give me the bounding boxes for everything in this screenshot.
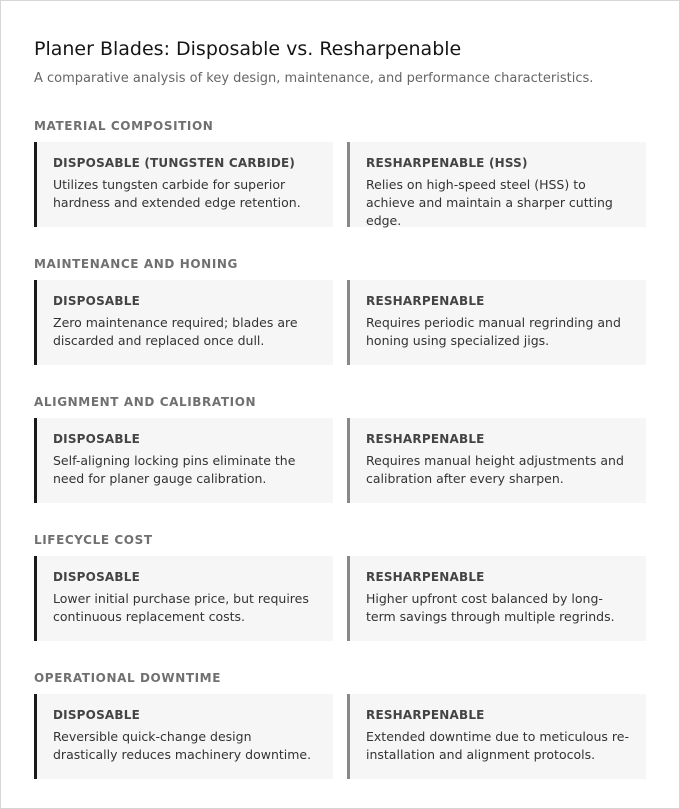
card-label: RESHARPENABLE bbox=[366, 708, 485, 722]
section-title: ALIGNMENT AND CALIBRATION bbox=[34, 395, 257, 409]
card-label: RESHARPENABLE bbox=[366, 432, 485, 446]
resharpenable-card bbox=[347, 556, 646, 641]
comparison-row bbox=[34, 418, 646, 503]
card-label: DISPOSABLE bbox=[53, 570, 140, 584]
card-label: RESHARPENABLE bbox=[366, 294, 485, 308]
comparison-row bbox=[34, 142, 646, 227]
disposable-card bbox=[34, 142, 333, 227]
card-text: Utilizes tungsten carbide for superior hardness and extended edge retention. bbox=[53, 177, 301, 210]
disposable-card bbox=[34, 418, 333, 503]
card-text: Reversible quick-change design drastically reduces machinery downtime. bbox=[53, 729, 312, 762]
card-label: DISPOSABLE bbox=[53, 294, 140, 308]
disposable-card bbox=[34, 694, 333, 779]
resharpenable-card bbox=[347, 142, 646, 227]
page-title: Planer Blades: Disposable vs. Resharpenable bbox=[34, 38, 462, 60]
card-text: Zero maintenance required; blades are discarded and replaced once dull. bbox=[53, 315, 298, 348]
card-label: RESHARPENABLE bbox=[366, 570, 485, 584]
disposable-card bbox=[34, 280, 333, 365]
comparison-row bbox=[34, 694, 646, 779]
card-text: Lower initial purchase price, but requires continuous replacement costs. bbox=[53, 591, 309, 624]
card-text: Requires periodic manual regrinding and honing using specialized jigs. bbox=[366, 315, 621, 348]
section-alignment-and-calibration bbox=[34, 394, 646, 503]
disposable-card bbox=[34, 556, 333, 641]
resharpenable-card bbox=[347, 694, 646, 779]
comparison-row bbox=[34, 280, 646, 365]
section-operational-downtime bbox=[34, 670, 646, 779]
card-text: Extended downtime due to meticulous re-installation and alignment protocols. bbox=[366, 729, 629, 762]
section-title: MATERIAL COMPOSITION bbox=[34, 119, 214, 133]
comparison-row bbox=[34, 556, 646, 641]
resharpenable-card bbox=[347, 280, 646, 365]
card-text: Relies on high-speed steel (HSS) to achieve and maintain a sharper cutting edge. bbox=[366, 177, 613, 228]
section-material-composition bbox=[34, 118, 646, 227]
card-label: DISPOSABLE bbox=[53, 432, 140, 446]
page-subtitle: A comparative analysis of key design, maintenance, and performance characteristics. bbox=[34, 71, 594, 86]
section-title: LIFECYCLE COST bbox=[34, 533, 153, 547]
card-text: Higher upfront cost balanced by long-term savings through multiple regrinds. bbox=[366, 591, 615, 624]
card-label: DISPOSABLE bbox=[53, 708, 140, 722]
card-text: Self-aligning locking pins eliminate the need for planer gauge calibration. bbox=[53, 453, 296, 486]
card-label: RESHARPENABLE (HSS) bbox=[366, 156, 528, 170]
section-title: OPERATIONAL DOWNTIME bbox=[34, 671, 222, 685]
section-maintenance-and-honing bbox=[34, 256, 646, 365]
card-label: DISPOSABLE (TUNGSTEN CARBIDE) bbox=[53, 156, 296, 170]
card-text: Requires manual height adjustments and calibration after every sharpen. bbox=[366, 453, 624, 486]
resharpenable-card bbox=[347, 418, 646, 503]
section-title: MAINTENANCE AND HONING bbox=[34, 257, 238, 271]
section-lifecycle-cost bbox=[34, 532, 646, 641]
